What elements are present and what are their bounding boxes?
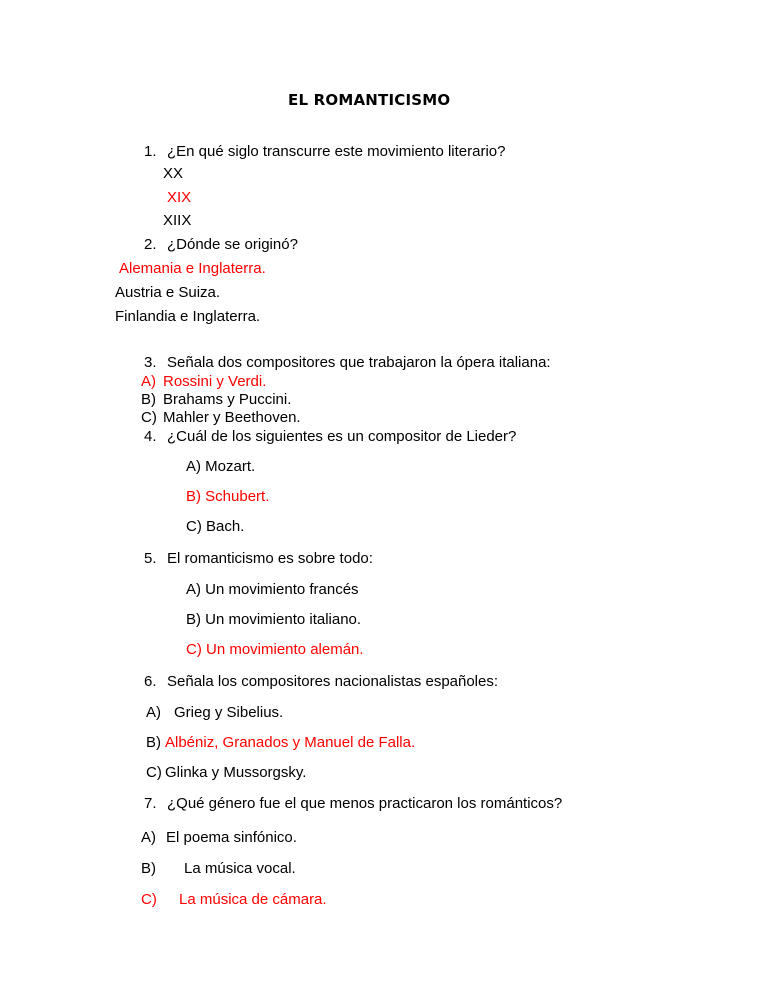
question-3-option-b-letter: B) — [141, 391, 156, 408]
question-3-option-a-letter: A) — [141, 373, 156, 390]
question-1-option-c: XIIX — [163, 212, 192, 229]
question-1-text: ¿En qué siglo transcurre este movimiento literario? — [167, 143, 506, 160]
question-2-option-c: Finlandia e Inglaterra. — [115, 308, 261, 325]
question-3-option-b: Brahams y Puccini. — [163, 391, 292, 408]
question-4-text: ¿Cuál de los siguientes es un compositor de Lieder? — [167, 428, 517, 445]
question-7-option-c-answer: La música de cámara. — [179, 891, 327, 908]
question-4-number: 4. — [144, 428, 157, 445]
question-6-option-c-letter: C) — [146, 764, 162, 781]
question-7-option-b-letter: B) — [141, 860, 156, 877]
question-1-option-a: XX — [163, 165, 184, 182]
question-6-option-c: Glinka y Mussorgsky. — [165, 764, 307, 781]
question-7-number: 7. — [144, 795, 157, 812]
question-1-number: 1. — [144, 143, 157, 160]
question-6-option-a: Grieg y Sibelius. — [174, 704, 284, 721]
question-5-option-c-answer: C) Un movimiento alemán. — [186, 641, 364, 658]
question-2-text: ¿Dónde se originó? — [167, 236, 298, 253]
question-3-option-a-answer: Rossini y Verdi. — [163, 373, 267, 390]
question-6-option-b-answer: Albéniz, Granados y Manuel de Falla. — [165, 734, 416, 751]
question-5-number: 5. — [144, 550, 157, 567]
question-7-option-a: El poema sinfónico. — [166, 829, 297, 846]
question-4-option-c: C) Bach. — [186, 518, 245, 535]
question-6-option-a-letter: A) — [146, 704, 161, 721]
page-title: EL ROMANTICISMO — [288, 91, 451, 109]
question-3-option-c-letter: C) — [141, 409, 157, 426]
question-3-option-c: Mahler y Beethoven. — [163, 409, 301, 426]
question-2-option-b: Austria e Suiza. — [115, 284, 221, 301]
question-3-text: Señala dos compositores que trabajaron la ópera italiana: — [167, 354, 551, 371]
question-7-option-c-letter: C) — [141, 891, 157, 908]
question-4-option-b-answer: B) Schubert. — [186, 488, 270, 505]
question-5-option-a: A) Un movimiento francés — [186, 581, 359, 598]
question-6-text: Señala los compositores nacionalistas españoles: — [167, 673, 499, 690]
question-5-option-b: B) Un movimiento italiano. — [186, 611, 362, 628]
question-6-number: 6. — [144, 673, 157, 690]
question-5-text: El romanticismo es sobre todo: — [167, 550, 373, 567]
question-1-option-b-answer: XIX — [167, 189, 192, 206]
question-2-number: 2. — [144, 236, 157, 253]
question-7-text: ¿Qué género fue el que menos practicaron los románticos? — [167, 795, 563, 812]
question-7-option-b: La música vocal. — [184, 860, 296, 877]
question-3-number: 3. — [144, 354, 157, 371]
question-7-option-a-letter: A) — [141, 829, 156, 846]
question-2-option-a-answer: Alemania e Inglaterra. — [119, 260, 266, 277]
question-6-option-b-letter: B) — [146, 734, 161, 751]
question-4-option-a: A) Mozart. — [186, 458, 256, 475]
